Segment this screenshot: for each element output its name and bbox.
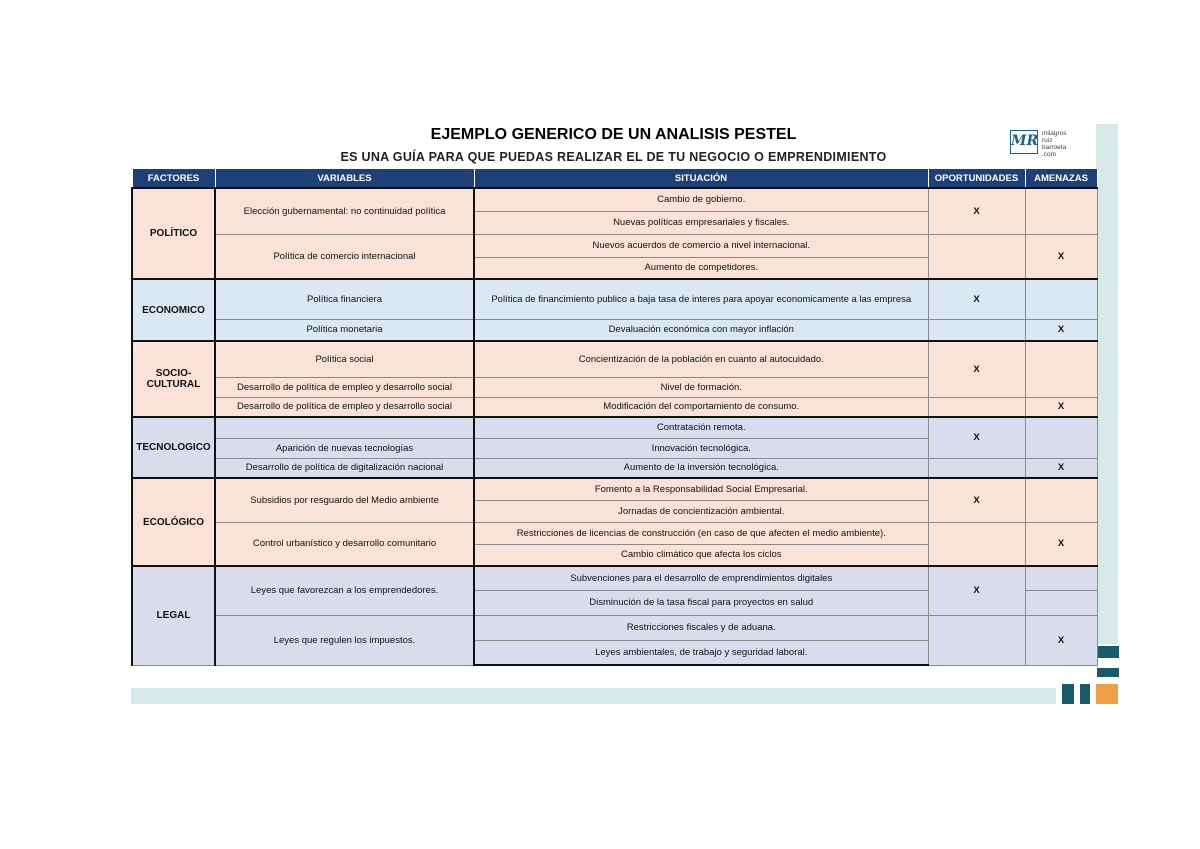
factor-legal: LEGAL bbox=[132, 566, 215, 665]
decorative-square bbox=[1062, 684, 1074, 704]
threat-mark bbox=[1025, 590, 1097, 615]
variable-cell: Desarrollo de política de digitalización nacional bbox=[215, 458, 474, 478]
situation-cell: Contratación remota. bbox=[474, 417, 928, 438]
situation-cell: Devaluación económica con mayor inflación bbox=[474, 319, 928, 341]
document-title: EJEMPLO GENERICO DE UN ANALISIS PESTEL bbox=[430, 126, 797, 143]
threat-mark: X bbox=[1025, 234, 1097, 279]
table-row bbox=[132, 478, 1097, 500]
header-variables: VARIABLES bbox=[215, 169, 474, 189]
threat-mark bbox=[1025, 417, 1097, 458]
threat-mark bbox=[1025, 341, 1097, 397]
table-row bbox=[132, 341, 1097, 377]
opportunity-mark: X bbox=[928, 566, 1025, 615]
situation-cell: Cambio de gobierno. bbox=[474, 188, 928, 211]
situation-cell: Cambio climático que afecta los ciclos bbox=[474, 544, 928, 566]
decorative-side-band bbox=[1096, 124, 1118, 644]
variable-cell: Control urbanístico y desarrollo comunitario bbox=[215, 522, 474, 566]
logo-text: milagros ruiz barroeta .com bbox=[1042, 130, 1067, 158]
situation-cell: Aumento de la inversión tecnológica. bbox=[474, 458, 928, 478]
situation-cell: Subvenciones para el desarrollo de emprendimientos digitales bbox=[474, 566, 928, 590]
situation-cell: Política de financimiento publico a baja tasa de interes para apoyar economicamente a las empresa bbox=[474, 279, 928, 319]
opportunity-mark bbox=[928, 615, 1025, 665]
factor-ecologico: ECOLÓGICO bbox=[132, 478, 215, 566]
variable-cell: Leyes que regulen los impuestos. bbox=[215, 615, 474, 665]
opportunity-mark bbox=[928, 458, 1025, 478]
threat-mark: X bbox=[1025, 522, 1097, 566]
variable-cell: Aparición de nuevas tecnologías bbox=[215, 438, 474, 458]
table-row bbox=[132, 566, 1097, 590]
situation-cell: Nuevos acuerdos de comercio a nivel internacional. bbox=[474, 234, 928, 257]
decorative-bottom-band bbox=[131, 688, 1056, 704]
decorative-square bbox=[1097, 646, 1119, 658]
variable-cell bbox=[215, 417, 474, 438]
opportunity-mark: X bbox=[928, 188, 1025, 234]
document-subtitle: ES UNA GUÍA PARA QUE PUEDAS REALIZAR EL DE TU NEGOCIO O EMPRENDIMIENTO bbox=[340, 150, 887, 164]
table-header-row bbox=[132, 169, 1097, 189]
variable-cell: Política monetaria bbox=[215, 319, 474, 341]
header-oportunidades: OPORTUNIDADES bbox=[928, 169, 1025, 189]
factor-politico: POLÍTICO bbox=[132, 188, 215, 279]
situation-cell: Jornadas de concientización ambiental. bbox=[474, 500, 928, 522]
opportunity-mark bbox=[928, 397, 1025, 417]
variable-cell: Elección gubernamental: no continuidad política bbox=[215, 188, 474, 234]
variable-cell: Desarrollo de política de empleo y desarrollo social bbox=[215, 397, 474, 417]
decorative-square bbox=[1080, 684, 1090, 704]
situation-cell: Nivel de formación. bbox=[474, 377, 928, 397]
decorative-square bbox=[1096, 684, 1118, 704]
table-row bbox=[132, 319, 1097, 341]
situation-cell: Leyes ambientales, de trabajo y seguridad laboral. bbox=[474, 640, 928, 665]
situation-cell: Aumento de competidores. bbox=[474, 257, 928, 279]
opportunity-mark: X bbox=[928, 341, 1025, 397]
situation-cell: Fomento a la Responsabilidad Social Empresarial. bbox=[474, 478, 928, 500]
threat-mark: X bbox=[1025, 458, 1097, 478]
opportunity-mark: X bbox=[928, 478, 1025, 522]
opportunity-mark: X bbox=[928, 279, 1025, 319]
table-row bbox=[132, 234, 1097, 257]
decorative-square bbox=[1097, 668, 1119, 677]
variable-cell: Leyes que favorezcan a los emprendedores. bbox=[215, 566, 474, 615]
table-row bbox=[132, 397, 1097, 417]
header-factores: FACTORES bbox=[132, 169, 215, 189]
situation-cell: Restricciones fiscales y de aduana. bbox=[474, 615, 928, 640]
situation-cell: Innovación tecnológica. bbox=[474, 438, 928, 458]
factor-economico: ECONOMICO bbox=[132, 279, 215, 341]
situation-cell: Nuevas políticas empresariales y fiscales. bbox=[474, 211, 928, 234]
threat-mark: X bbox=[1025, 397, 1097, 417]
opportunity-mark bbox=[928, 234, 1025, 279]
table-row bbox=[132, 417, 1097, 438]
table-row bbox=[132, 188, 1097, 211]
opportunity-mark: X bbox=[928, 417, 1025, 458]
variable-cell: Política financiera bbox=[215, 279, 474, 319]
table-row bbox=[132, 522, 1097, 544]
factor-tecnologico: TECNOLOGICO bbox=[132, 417, 215, 478]
factor-socio-cultural: SOCIO-CULTURAL bbox=[132, 341, 215, 417]
variable-cell: Política de comercio internacional bbox=[215, 234, 474, 279]
situation-cell: Modificación del comportamiento de consumo. bbox=[474, 397, 928, 417]
variable-cell: Política social bbox=[215, 341, 474, 377]
threat-mark bbox=[1025, 188, 1097, 234]
threat-mark bbox=[1025, 279, 1097, 319]
situation-cell: Concientización de la población en cuanto al autocuidado. bbox=[474, 341, 928, 377]
table-row bbox=[132, 458, 1097, 478]
threat-mark: X bbox=[1025, 319, 1097, 341]
situation-cell: Restricciones de licencias de construcción (en caso de que afecten el medio ambiente). bbox=[474, 522, 928, 544]
threat-mark bbox=[1025, 478, 1097, 522]
opportunity-mark bbox=[928, 319, 1025, 341]
variable-cell: Desarrollo de política de empleo y desarrollo social bbox=[215, 377, 474, 397]
header-amenazas: AMENAZAS bbox=[1025, 169, 1097, 189]
threat-mark bbox=[1025, 566, 1097, 590]
brand-logo bbox=[1010, 130, 1090, 160]
situation-cell: Disminución de la tasa fiscal para proyectos en salud bbox=[474, 590, 928, 615]
threat-mark: X bbox=[1025, 615, 1097, 665]
header-situacion: SITUACIÓN bbox=[474, 169, 928, 189]
table-row bbox=[132, 615, 1097, 640]
opportunity-mark bbox=[928, 522, 1025, 566]
variable-cell: Subsidios por resguardo del Medio ambiente bbox=[215, 478, 474, 522]
pestel-table bbox=[131, 168, 1098, 666]
logo-mark: MR bbox=[1010, 130, 1038, 154]
table-row bbox=[132, 279, 1097, 319]
